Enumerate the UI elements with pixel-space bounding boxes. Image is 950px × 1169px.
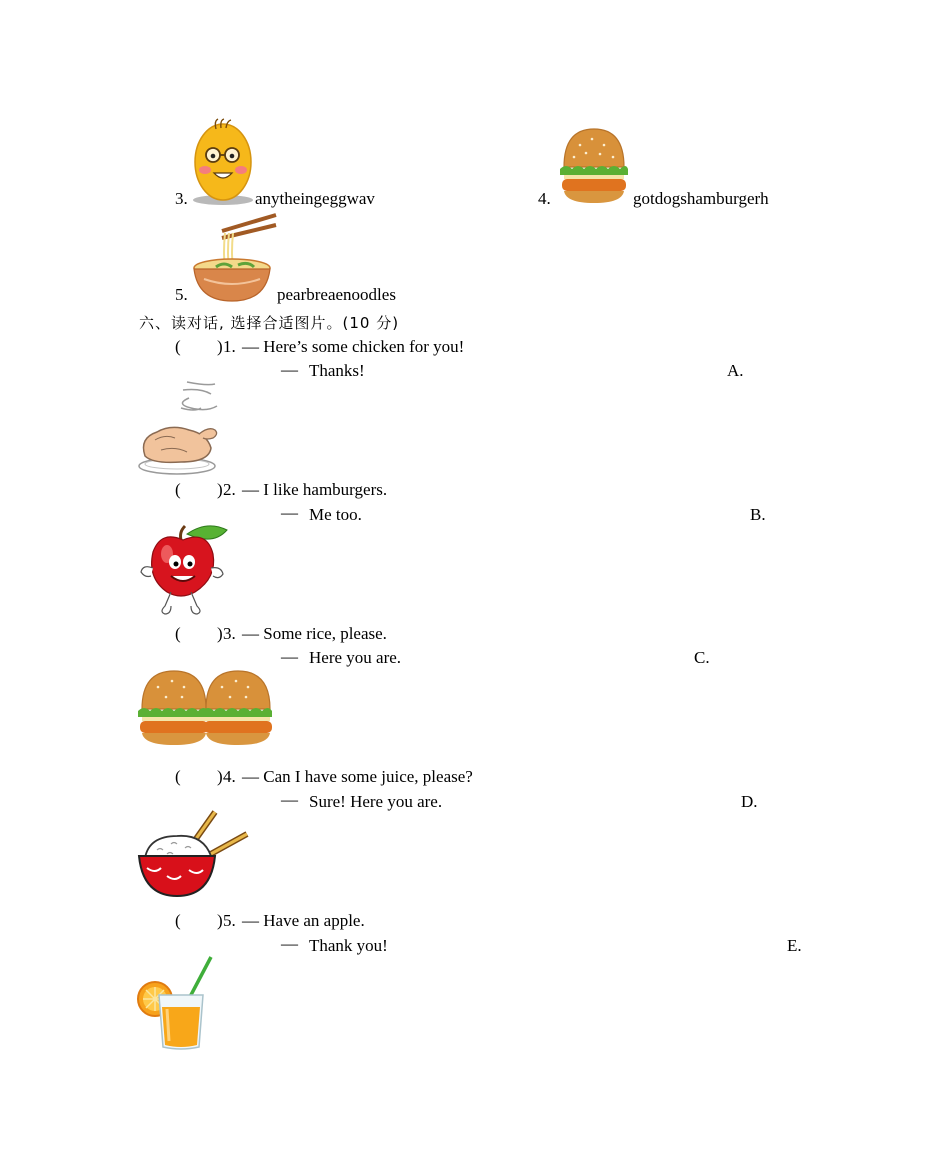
dialogue-line-2: Me too. — [309, 505, 362, 524]
question-number: 5. — [223, 911, 236, 930]
noodles-icon — [192, 213, 278, 303]
question-number: 3. — [223, 624, 236, 643]
option-label: D. — [741, 792, 758, 811]
dialogue-line-2: Thank you! — [309, 936, 388, 955]
answer-paren-close: ) — [217, 480, 223, 499]
question-number: 1. — [223, 337, 236, 356]
dialogue-line-2: Thanks! — [309, 361, 365, 380]
answer-paren-close: ) — [217, 337, 223, 356]
question-number: 4. — [223, 767, 236, 786]
answer-paren-open[interactable]: ( — [175, 480, 181, 499]
roast-chicken-icon — [137, 378, 221, 478]
option-label: E. — [787, 936, 802, 955]
answer-paren-open[interactable]: ( — [175, 767, 181, 786]
answer-paren-open[interactable]: ( — [175, 337, 181, 356]
option-label: C. — [694, 648, 710, 667]
option-label: A. — [727, 361, 744, 380]
answer-paren-close: ) — [217, 911, 223, 930]
scrambled-letters: anytheingeggwav — [255, 189, 375, 208]
apple-icon — [137, 522, 229, 614]
reply-dash: — — [281, 790, 298, 809]
reply-dash: — — [281, 647, 298, 666]
item-number: 5. — [175, 285, 188, 304]
dialogue-line-1: — Here’s some chicken for you! — [242, 337, 465, 356]
item-number: 3. — [175, 189, 188, 208]
dialogue-line-1: — Can I have some juice, please? — [242, 767, 473, 786]
item-number: 4. — [538, 189, 551, 208]
dialogue-line-1: — Some rice, please. — [242, 624, 387, 643]
answer-paren-open[interactable]: ( — [175, 911, 181, 930]
answer-paren-close: ) — [217, 767, 223, 786]
hamburgers-icon — [138, 667, 274, 747]
dialogue-line-2: Here you are. — [309, 648, 402, 667]
reply-dash: — — [281, 503, 298, 522]
egg-icon — [192, 115, 254, 207]
dialogue-line-2: Sure! Here you are. — [309, 792, 443, 811]
rice-bowl-icon — [137, 810, 249, 900]
dialogue-line-1: — I like hamburgers. — [242, 480, 388, 499]
scrambled-letters: gotdogshamburgerh — [633, 189, 769, 208]
reply-dash: — — [281, 360, 298, 379]
question-number: 2. — [223, 480, 236, 499]
juice-icon — [137, 955, 217, 1053]
section-title: 六、读对话, 选择合适图片。(10 分) — [139, 314, 400, 332]
reply-dash: — — [281, 934, 298, 953]
dialogue-line-1: — Have an apple. — [242, 911, 365, 930]
scrambled-letters: pearbreaenoodles — [277, 285, 396, 304]
answer-paren-close: ) — [217, 624, 223, 643]
answer-paren-open[interactable]: ( — [175, 624, 181, 643]
option-label: B. — [750, 505, 766, 524]
hamburger-icon — [556, 125, 632, 205]
